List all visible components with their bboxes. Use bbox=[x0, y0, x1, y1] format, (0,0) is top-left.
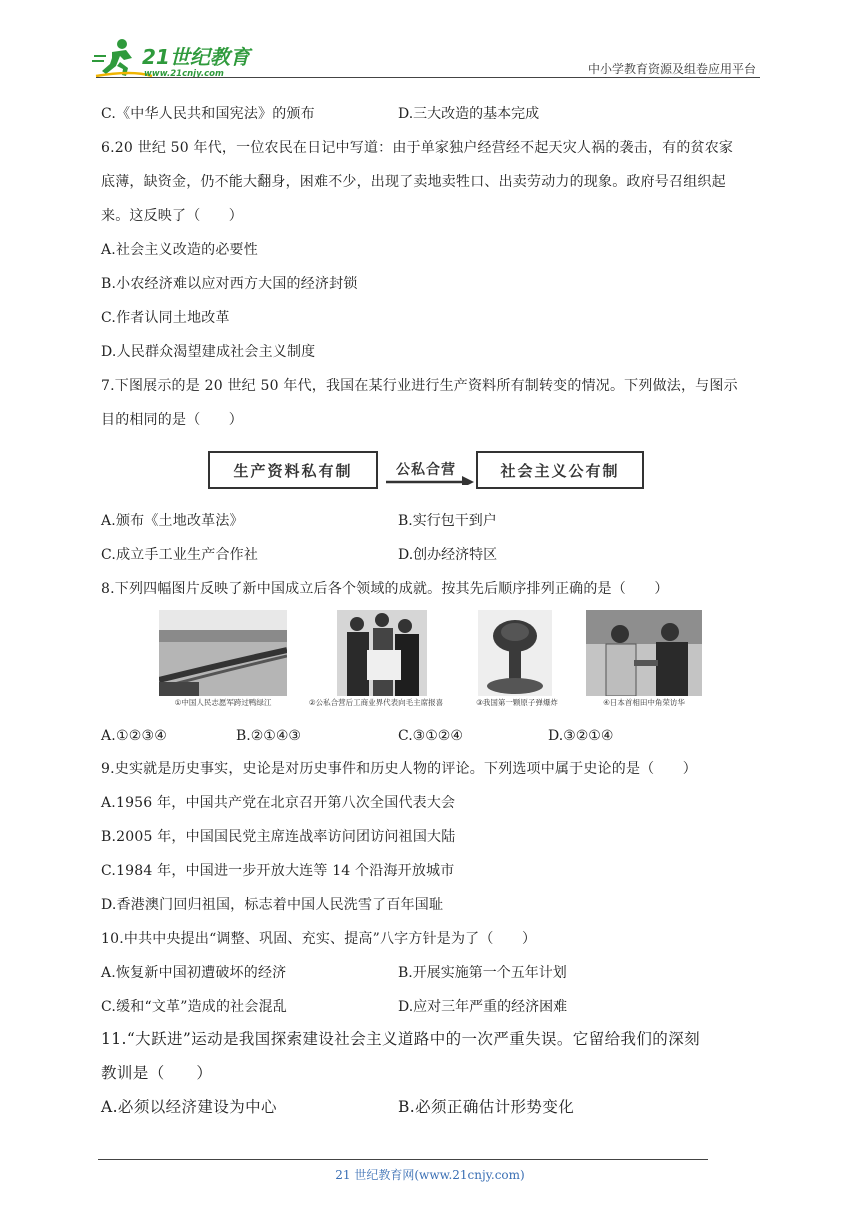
diagram-box-private: 生产资料私有制 bbox=[208, 451, 378, 489]
q7-option-b: B.实行包干到户 bbox=[398, 513, 497, 529]
photo-1-image bbox=[159, 610, 287, 696]
q6-option-b: B.小农经济难以应对西方大国的经济封锁 bbox=[101, 276, 358, 292]
photo-4 bbox=[586, 610, 702, 712]
q9-stem: 9.史实就是历史事实，史论是对历史事件和历史人物的评论。下列选项中属于史论的是（ ） bbox=[101, 761, 697, 777]
diagram-arrow-label: 公私合营 bbox=[396, 462, 456, 478]
photo-1 bbox=[159, 610, 287, 712]
q9-option-b: B.2005 年，中国国民党主席连战率访问团访问祖国大陆 bbox=[101, 829, 456, 845]
q10-option-c: C.缓和“文革”造成的社会混乱 bbox=[101, 999, 287, 1015]
q9-option-c: C.1984 年，中国进一步开放大连等 14 个沿海开放城市 bbox=[101, 863, 455, 879]
ownership-flow-diagram bbox=[208, 451, 648, 493]
q8-option-d: D.③②①④ bbox=[548, 728, 614, 744]
photo-4-caption: ④日本首相田中角荣访华 bbox=[603, 698, 685, 707]
q7-stem-line2: 目的相同的是（ ） bbox=[101, 412, 243, 428]
q6-stem-line2: 底薄，缺资金，仍不能大翻身，困难不少，出现了卖地卖牲口、出卖劳动力的现象。政府号召组织起 bbox=[101, 174, 726, 190]
q6-stem-line1: 6.20 世纪 50 年代，一位农民在日记中写道：由于单家独户经营经不起天灾人祸的袭击，有的贫农家 bbox=[101, 140, 734, 156]
photo-4-image bbox=[586, 610, 702, 696]
logo-text: 21世纪教育 bbox=[142, 45, 250, 69]
q7-option-a: A.颁布《土地改革法》 bbox=[101, 513, 244, 529]
river-crossing-photo-icon bbox=[159, 610, 287, 696]
platform-title: 中小学教育资源及组卷应用平台 bbox=[587, 62, 756, 76]
q9-option-a: A.1956 年，中国共产党在北京召开第八次全国代表大会 bbox=[101, 795, 456, 811]
footer-link[interactable]: 21 世纪教育网(www.21cnjy.com) bbox=[335, 1168, 525, 1182]
photo-2-image bbox=[337, 610, 427, 696]
photo-2 bbox=[301, 610, 451, 712]
q11-option-b: B.必须正确估计形势变化 bbox=[398, 1098, 575, 1116]
q8-option-a: A.①②③④ bbox=[101, 728, 167, 744]
header-divider bbox=[96, 77, 760, 78]
q10-option-b: B.开展实施第一个五年计划 bbox=[398, 965, 567, 981]
q6-stem-line3: 来。这反映了（ ） bbox=[101, 208, 243, 224]
handshake-photo-icon bbox=[586, 610, 702, 696]
q10-stem: 10.中共中央提出“调整、巩固、充实、提高”八字方针是为了（ ） bbox=[101, 931, 537, 947]
mushroom-cloud-icon bbox=[478, 610, 552, 696]
photo-3-caption: ③我国第一颗原子弹爆炸 bbox=[476, 698, 558, 707]
q7-stem-line1: 7.下图展示的是 20 世纪 50 年代，我国在某行业进行生产资料所有制转变的情况。下列做法，与图示 bbox=[101, 378, 738, 394]
q10-option-a: A.恢复新中国初遭破坏的经济 bbox=[101, 965, 287, 981]
photo-2-caption: ②公私合营后工商业界代表向毛主席报喜 bbox=[308, 698, 444, 707]
diagram-arrow bbox=[384, 457, 474, 485]
q5-option-d: D.三大改造的基本完成 bbox=[398, 106, 540, 122]
q5-option-c: C.《中华人民共和国宪法》的颁布 bbox=[101, 106, 315, 122]
q9-option-d: D.香港澳门回归祖国，标志着中国人民洗雪了百年国耻 bbox=[101, 897, 444, 913]
crowd-photo-icon bbox=[337, 610, 427, 696]
q7-option-c: C.成立手工业生产合作社 bbox=[101, 547, 259, 563]
q11-stem-line1: 11.“大跃进”运动是我国探索建设社会主义道路中的一次严重失误。它留给我们的深刻 bbox=[101, 1030, 701, 1048]
q8-stem: 8.下列四幅图片反映了新中国成立后各个领域的成就。按其先后顺序排列正确的是（ ） bbox=[101, 581, 669, 597]
logo-url: www.21cnjy.com bbox=[144, 69, 224, 79]
q6-option-c: C.作者认同土地改革 bbox=[101, 310, 230, 326]
q11-option-a: A.必须以经济建设为中心 bbox=[101, 1098, 277, 1116]
diagram-box-public: 社会主义公有制 bbox=[476, 451, 644, 489]
q6-option-a: A.社会主义改造的必要性 bbox=[101, 242, 258, 258]
q8-option-b: B.②①④③ bbox=[236, 728, 301, 744]
site-logo[interactable] bbox=[92, 36, 262, 82]
footer-divider bbox=[98, 1159, 708, 1160]
photo-1-caption: ①中国人民志愿军跨过鸭绿江 bbox=[174, 698, 272, 707]
q6-option-d: D.人民群众渴望建成社会主义制度 bbox=[101, 344, 316, 360]
photo-3-image bbox=[478, 610, 552, 696]
q11-stem-line2: 教训是（ ） bbox=[101, 1064, 213, 1082]
runner-logo-icon bbox=[92, 36, 262, 82]
photo-3 bbox=[464, 610, 570, 712]
q7-option-d: D.创办经济特区 bbox=[398, 547, 498, 563]
q10-option-d: D.应对三年严重的经济困难 bbox=[398, 999, 568, 1015]
right-arrow-icon bbox=[384, 457, 474, 485]
q8-option-c: C.③①②④ bbox=[398, 728, 463, 744]
